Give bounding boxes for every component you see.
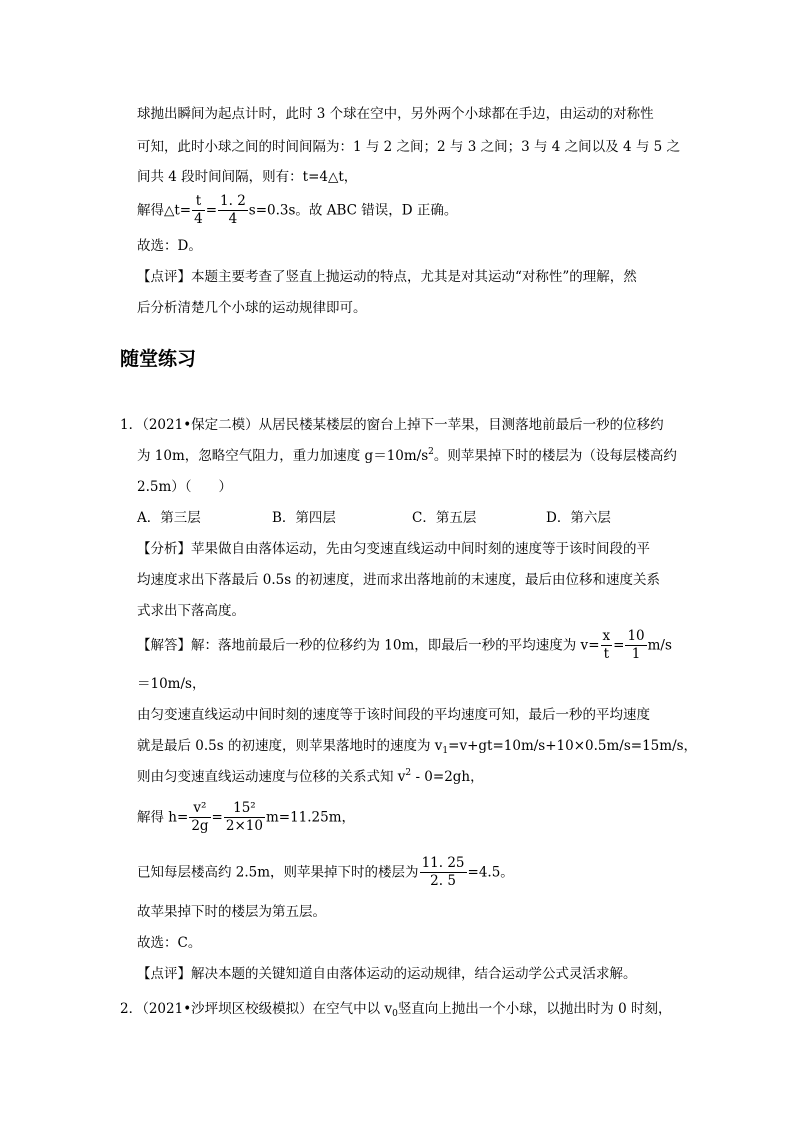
fraction: $\frac{11. 25}{2. 5}$: [421, 855, 465, 889]
q1-solution-2: ＝10m/s，: [137, 676, 206, 692]
choice-a[interactable]: A．第三层: [137, 510, 201, 526]
q1-solution-3: 由匀变速直线运动中间时刻的速度等于该时间段的平均速度可知，最后一秒的平均速度: [137, 707, 650, 723]
q1-solution-7: 已知每层楼高约 2.5m，则苹果掉下时的楼层为 $\frac{11. 25}{2. 5}$ =4.5。: [137, 855, 514, 889]
intro-comment-2: 后分析清楚几个小球的运动规律即可。: [137, 300, 367, 316]
q1-line-2: 为 10m，忽略空气阻力，重力加速度 $g=10m/s^2$。则苹果掉下时的楼层为（设每层楼高约: [137, 447, 677, 464]
q1-solution-5: 则由匀变速直线运动速度与位移的关系式知 $v^2 - 0=2gh$，: [137, 768, 484, 785]
intro-line-3: 间共 4 段时间间隔，则有：t=4△t，: [137, 169, 358, 185]
q1-solution-1: 【解答】解：落地前最后一秒的位移约为 10m，即最后一秒的平均速度为 v= $\frac{x}{t}$ = $\frac{10}{1}$ m/s: [137, 628, 672, 662]
fraction: $\frac{\text{15²}}{2\times 10}$: [225, 800, 263, 834]
fraction: $\frac{1. 2}{4}$: [220, 193, 246, 227]
fraction: $\frac{x}{t}$: [602, 628, 611, 662]
q1-analysis-2: 均速度求出下落最后 0.5s 的初速度，进而求出落地前的末速度，最后由位移和速度关系: [137, 572, 660, 588]
q1-line-1: 1．（2021•保定二模）从居民楼某楼层的窗台上掉下一苹果，目测落地前最后一秒的位移约: [120, 417, 664, 433]
q1-solution-4: 就是最后 0.5s 的初速度，则苹果落地时的速度为 $v_1=v+gt=10m/s+10\times 0.5m/s=15m/s$，: [137, 738, 698, 756]
q1-solution-9: 故选：C。: [137, 935, 202, 951]
q1-line-3: 2.5m）（ ）: [137, 479, 233, 495]
intro-comment-1: 【点评】本题主要考查了竖直上抛运动的特点，尤其是对其运动“对称性”的理解，然: [137, 269, 637, 285]
choice-d[interactable]: D．第六层: [546, 510, 611, 526]
formula-text: 解得△t=: [137, 202, 192, 219]
q1-comment: 【点评】解决本题的关键知道自由落体运动的运动规律，结合运动学公式灵活求解。: [137, 966, 637, 982]
q1-analysis-1: 【分析】苹果做自由落体运动，先由匀变速直线运动中间时刻的速度等于该时间段的平: [137, 541, 650, 557]
intro-line-2: 可知，此时小球之间的时间间隔为：1 与 2 之间；2 与 3 之间；3 与 4 之间以及 4 与 5 之: [137, 139, 680, 155]
fraction: $\frac{t}{4}$: [194, 193, 203, 227]
choice-c[interactable]: C．第五层: [412, 510, 477, 526]
section-title: 随堂练习: [120, 348, 197, 370]
intro-line-4: 解得△t= $\frac{t}{4}$ = $\frac{1. 2}{4}$ s=0.3s。故 ABC 错误，D 正确。: [137, 193, 458, 227]
choice-b[interactable]: B．第四层: [272, 510, 336, 526]
fraction: $\frac{\text{v²}}{2g}$: [191, 800, 209, 834]
fraction: $\frac{10}{1}$: [627, 628, 645, 662]
q1-solution-6: 解得 h= $\frac{\text{v²}}{2g}$ = $\frac{\text{15²}}{2\times 10}$ m=11.25m，: [137, 800, 356, 834]
q1-solution-8: 故苹果掉下时的楼层为第五层。: [137, 904, 326, 920]
intro-line-5: 故选：D。: [137, 238, 202, 254]
intro-line-1: 球抛出瞬间为起点计时，此时 3 个球在空中，另外两个小球都在手边，由运动的对称性: [137, 106, 654, 122]
q1-analysis-3: 式求出下落高度。: [137, 603, 245, 619]
q2-line-1: 2．（2021•沙坪坝区校级模拟）在空气中以 $v_0$竖直向上抛出一个小球，以抛出时为 0 时刻，: [120, 1001, 672, 1019]
